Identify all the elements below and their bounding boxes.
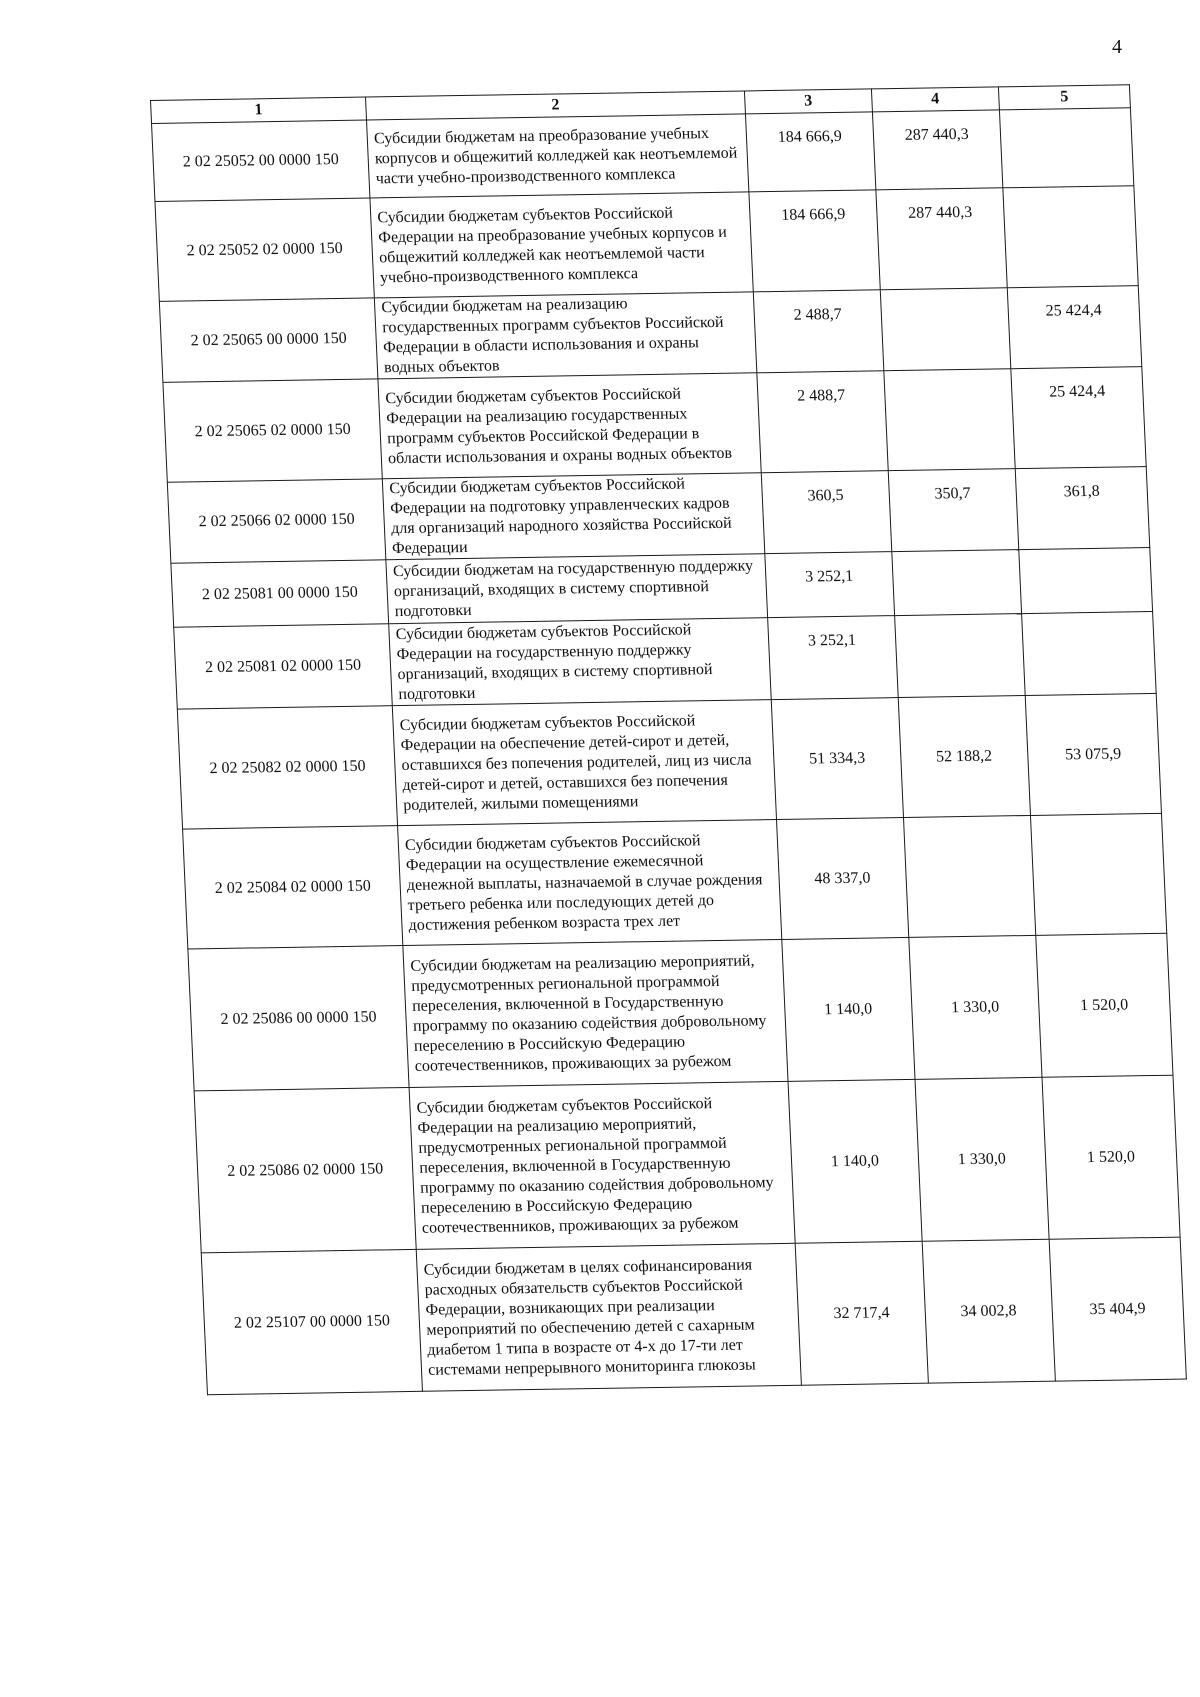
table-row	[194, 1075, 1180, 1253]
budget-table-wrapper	[150, 84, 1187, 1395]
table-row	[167, 467, 1149, 564]
budget-code-cell: 2 02 25107 00 0000 150	[201, 1249, 422, 1394]
value-col5-cell: 35 404,9	[1049, 1237, 1187, 1381]
table-row	[174, 611, 1156, 709]
description-cell: Субсидии бюджетам на реализацию государственных программ субъектов Российской Федерации в области использования и охраны водных объектов	[374, 292, 756, 379]
value-col4-cell: 287 440,3	[876, 188, 1007, 290]
description-cell: Субсидии бюджетам субъектов Российской Федерации на осуществление ежемесячной денежной выплаты, назначаемой в случае рождения третьего ребенка или последующих детей до достижения ребенком возраста трех лет	[398, 820, 782, 946]
budget-code-cell: 2 02 25065 02 0000 150	[163, 379, 383, 482]
description-cell: Субсидии бюджетам субъектов Российской Федерации на государственную поддержку организаций, входящих в систему спортивной подготовки	[389, 618, 771, 706]
value-col5-cell	[999, 108, 1134, 188]
header-col-5: 5	[998, 85, 1130, 110]
value-col5-cell	[1018, 548, 1152, 614]
budget-code-cell: 2 02 25081 02 0000 150	[174, 624, 393, 709]
value-col4-cell: 287 440,3	[872, 110, 1002, 190]
value-col4-cell	[892, 550, 1022, 616]
value-col3-cell: 1 140,0	[782, 937, 915, 1081]
description-cell: Субсидии бюджетам субъектов Российской Федерации на реализацию мероприятий, предусмотренных региональной программой переселения, включенной в Государственную программу по оказанию содействия добровольному переселению в Российскую Федерацию соотечественников, проживающих за рубежом	[409, 1081, 795, 1249]
description-cell: Субсидии бюджетам на государственную поддержку организаций, входящих в систему спортивной подготовки	[386, 554, 767, 624]
description-cell: Субсидии бюджетам субъектов Российской Федерации на реализацию государственных программ субъектов Российской Федерации в области использования и охраны водных объектов	[378, 373, 761, 479]
value-col4-cell: 1 330,0	[909, 935, 1042, 1079]
value-col3-cell: 51 334,3	[771, 698, 903, 820]
budget-code-cell: 2 02 25052 00 0000 150	[152, 120, 371, 201]
table-row	[183, 813, 1167, 949]
table-row	[201, 1237, 1186, 1395]
value-col4-cell	[884, 369, 1015, 471]
description-cell: Субсидии бюджетам на преобразование учебных корпусов и общежитий колледжей как неотъемлемой части учебно-производственного комплекса	[367, 114, 749, 198]
table-row	[188, 933, 1173, 1091]
value-col3-cell: 32 717,4	[795, 1241, 928, 1385]
header-col-1: 1	[151, 97, 367, 123]
value-col3-cell: 184 666,9	[745, 112, 875, 192]
value-col3-cell: 3 252,1	[767, 616, 898, 700]
description-cell: Субсидии бюджетам субъектов Российской Федерации на преобразование учебных корпусов и общежитий колледжей как неотъемлемой части учебно-производственного комплекса	[370, 192, 753, 298]
budget-code-cell: 2 02 25066 02 0000 150	[167, 479, 386, 563]
value-col4-cell	[894, 614, 1025, 698]
value-col3-cell: 184 666,9	[749, 190, 880, 292]
value-col4-cell: 34 002,8	[922, 1239, 1055, 1383]
budget-code-cell: 2 02 25065 00 0000 150	[159, 298, 378, 382]
page-number: 4	[1112, 36, 1122, 58]
budget-code-cell: 2 02 25052 02 0000 150	[155, 198, 375, 301]
budget-code-cell: 2 02 25082 02 0000 150	[177, 706, 397, 829]
value-col3-cell: 3 252,1	[765, 552, 895, 618]
header-col-3: 3	[744, 89, 872, 114]
value-col4-cell: 350,7	[888, 469, 1018, 552]
budget-code-cell: 2 02 25086 00 0000 150	[188, 946, 409, 1091]
table-row	[163, 367, 1146, 483]
header-col-4: 4	[871, 87, 999, 112]
value-col5-cell: 1 520,0	[1042, 1075, 1180, 1239]
value-col3-cell: 1 140,0	[788, 1079, 922, 1243]
value-col4-cell	[903, 815, 1035, 937]
table-row	[159, 286, 1141, 383]
value-col5-cell: 25 424,4	[1007, 286, 1142, 369]
value-col4-cell: 52 188,2	[898, 696, 1030, 818]
value-col3-cell: 360,5	[761, 471, 891, 554]
budget-code-cell: 2 02 25086 02 0000 150	[194, 1087, 416, 1252]
budget-code-cell: 2 02 25081 00 0000 150	[171, 560, 389, 627]
value-col4-cell	[880, 288, 1010, 371]
budget-table	[150, 84, 1187, 1395]
value-col3-cell: 2 488,7	[753, 290, 883, 373]
value-col3-cell: 48 337,0	[776, 817, 908, 939]
value-col3-cell: 2 488,7	[757, 371, 888, 473]
header-col-2: 2	[366, 91, 746, 120]
value-col5-cell: 361,8	[1015, 467, 1150, 550]
value-col5-cell: 53 075,9	[1025, 693, 1162, 815]
description-cell: Субсидии бюджетам субъектов Российской Федерации на подготовку управленческих кадров для организаций народного хозяйства Российской Федерации	[382, 473, 764, 560]
value-col5-cell	[1030, 813, 1167, 935]
value-col4-cell: 1 330,0	[915, 1077, 1049, 1241]
value-col5-cell	[1003, 186, 1139, 288]
table-row	[177, 693, 1161, 829]
budget-code-cell: 2 02 25084 02 0000 150	[183, 826, 403, 949]
table-row	[155, 186, 1138, 302]
description-cell: Субсидии бюджетам субъектов Российской Федерации на обеспечение детей-сирот и детей, оставшихся без попечения родителей, лиц из числа детей-сирот и детей, оставшихся без попечения родителей, жилыми помещениями	[392, 700, 776, 826]
value-col5-cell	[1021, 611, 1156, 695]
value-col5-cell: 25 424,4	[1011, 367, 1147, 469]
value-col5-cell: 1 520,0	[1035, 933, 1173, 1077]
description-cell: Субсидии бюджетам в целях софинансирования расходных обязательств субъектов Российской Федерации, возникающих при реализации мероприятий по обеспечению детей с сахарным диабетом 1 типа в возрасте от 4-х до 17-ти лет системами непрерывного мониторинга глюкозы	[416, 1243, 801, 1391]
description-cell: Субсидии бюджетам на реализацию мероприятий, предусмотренных региональной программой переселения, включенной в Государственную программу по оказанию содействия добровольному переселению в Российскую Федерацию соотечественников, проживающих за рубежом	[403, 939, 788, 1087]
